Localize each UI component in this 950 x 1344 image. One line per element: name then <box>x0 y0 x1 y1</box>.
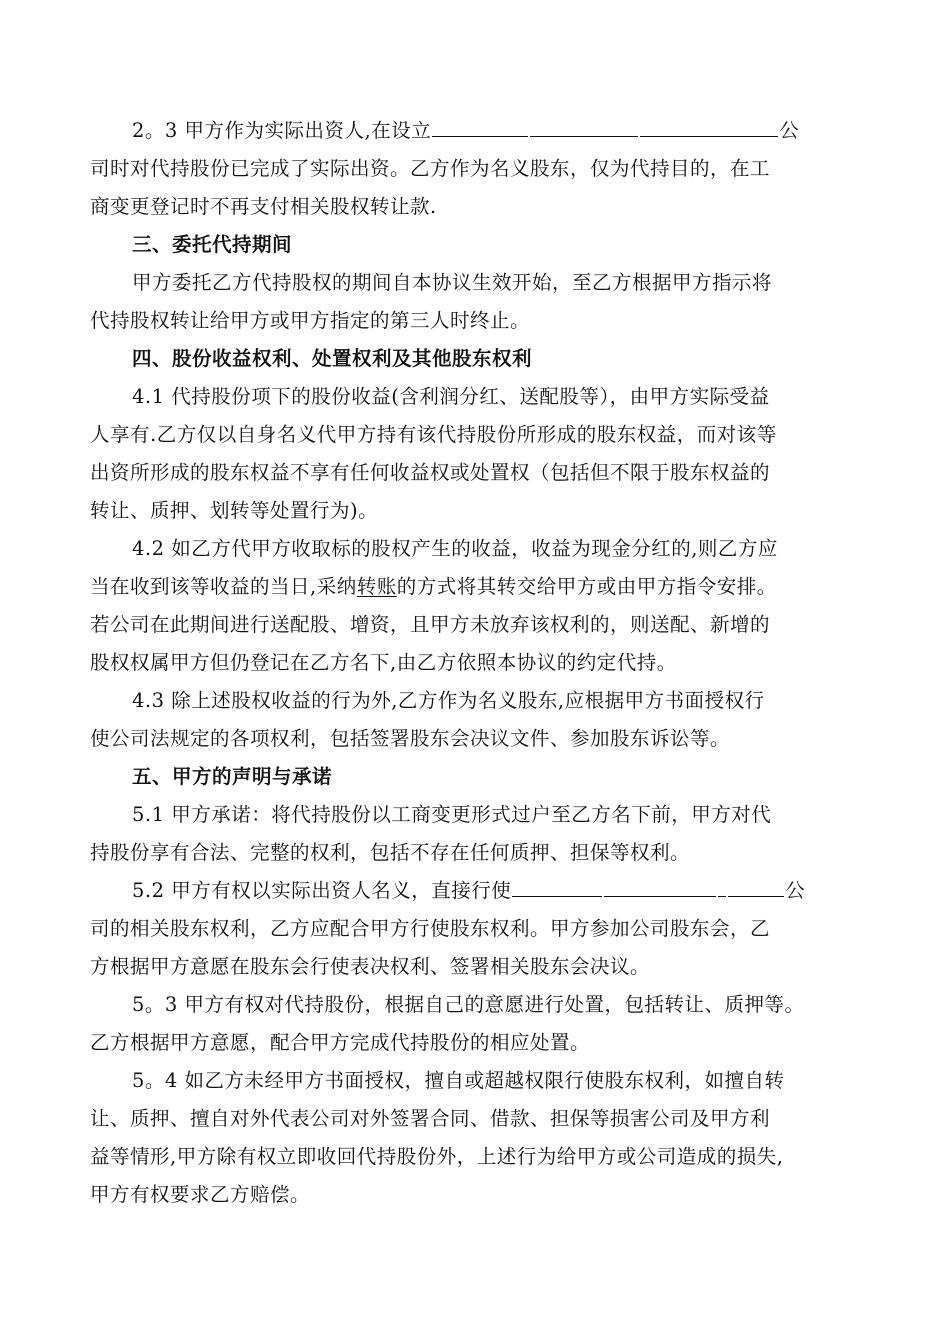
clause-4-3-line-2: 使公司法规定的各项权利，包括签署股东会决议文件、参加股东诉讼等。 <box>90 727 731 750</box>
clause-2-3-line-3: 商变更登记时不再支付相关股权转让款. <box>90 195 437 218</box>
blank-line <box>432 112 528 137</box>
clause-5-1-line-2: 持股份享有合法、完整的权利，包括不存在任何质押、担保等权利。 <box>90 841 691 864</box>
blank-line <box>728 872 784 897</box>
section-heading-4: 四、股份收益权利、处置权利及其他股东权利 <box>132 347 533 370</box>
clause-5-2-line-3: 方根据甲方意愿在股东会行使表决权利、签署相关股东会决议。 <box>90 955 651 978</box>
document-body <box>90 112 860 1214</box>
clause-text: 2。3 甲方作为实际出资人,在设立 <box>132 119 432 142</box>
clause-5-3-line-1: 5。3 甲方有权对代持股份，根据自己的意愿进行处置，包括转让、质押等。 <box>132 993 805 1016</box>
clause-2-3-line-1 <box>90 112 860 150</box>
clause-4-3-line-1: 4.3 除上述股权收益的行为外,乙方作为名义股东,应根据甲方书面授权行 <box>132 689 765 712</box>
underlined-term: 转账 <box>356 575 397 598</box>
clause-4-2-line-1: 4.2 如乙方代甲方收取标的股权产生的收益，收益为现金分红的,则乙方应 <box>132 537 778 560</box>
clause-5-1-line-1: 5.1 甲方承诺：将代持股份以工商变更形式过户至乙方名下前，甲方对代 <box>132 803 772 826</box>
blank-line <box>512 872 602 897</box>
blank-line <box>604 872 716 897</box>
section-3-line-2: 代持股权转让给甲方或甲方指定的第三人时终止。 <box>90 309 531 332</box>
clause-4-1-line-4: 转让、质押、划转等处置行为)。 <box>90 499 379 522</box>
clause-4-2-line-2 <box>90 568 860 606</box>
clause-5-2-line-2: 司的相关股东权利，乙方应配合甲方行使股东权利。甲方参加公司股东会，乙 <box>90 917 771 940</box>
clause-4-2-line-3: 若公司在此期间进行送配股、增资，且甲方未放弃该权利的，则送配、新增的 <box>90 613 771 636</box>
clause-text: 5.2 甲方有权以实际出资人名义，直接行使 <box>132 879 512 902</box>
clause-4-1-line-2: 人享有.乙方仅以自身名义代甲方持有该代持股份所形成的股东权益，而对该等 <box>90 423 777 446</box>
clause-5-4-line-1: 5。4 如乙方未经甲方书面授权，擅自或超越权限行使股东权利，如擅自转 <box>132 1069 785 1092</box>
clause-text: 的方式将其转交给甲方或由甲方指令安排。 <box>396 575 777 598</box>
clause-5-4-line-3: 益等情形,甲方除有权立即收回代持股份外，上述行为给甲方或公司造成的损失, <box>90 1145 784 1168</box>
clause-4-1-line-3: 出资所形成的股东权益不享有任何收益权或处置权（包括但不限于股东权益的 <box>90 461 771 484</box>
clause-5-3-line-2: 乙方根据甲方意愿，配合甲方完成代持股份的相应处置。 <box>90 1031 591 1054</box>
clause-4-2-line-4: 股权权属甲方但仍登记在乙方名下,由乙方依照本协议的约定代持。 <box>90 651 677 674</box>
clause-5-2-line-1 <box>90 872 860 910</box>
blank-line <box>718 872 726 897</box>
section-heading-5: 五、甲方的声明与承诺 <box>132 765 333 788</box>
clause-5-4-line-4: 甲方有权要求乙方赔偿。 <box>90 1183 311 1206</box>
blank-line <box>640 112 778 137</box>
section-3-line-1: 甲方委托乙方代持股权的期间自本协议生效开始，至乙方根据甲方指示将 <box>132 271 773 294</box>
clause-text: 当在收到该等收益的当日,采纳 <box>90 575 357 598</box>
clause-2-3-line-2: 司时对代持股份已完成了实际出资。乙方作为名义股东，仅为代持目的，在工 <box>90 157 771 180</box>
clause-text: 公 <box>785 879 806 902</box>
clause-text: 公 <box>779 119 800 142</box>
clause-4-1-line-1: 4.1 代持股份项下的股份收益(含利润分红、送配股等），由甲方实际受益 <box>132 385 770 408</box>
section-heading-3: 三、委托代持期间 <box>132 233 293 256</box>
clause-5-4-line-2: 让、质押、擅自对外代表公司对外签署合同、借款、担保等损害公司及甲方利 <box>90 1107 771 1130</box>
blank-line <box>530 112 638 137</box>
